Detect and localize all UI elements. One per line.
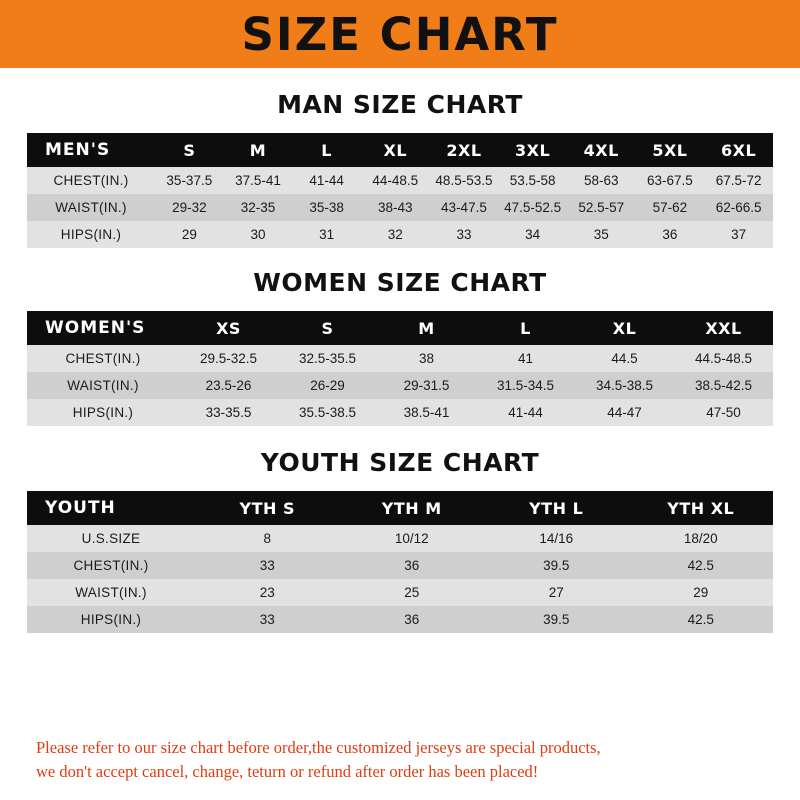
table-cell: 43-47.5 <box>430 194 499 221</box>
table-cell: 33-35.5 <box>179 399 278 426</box>
women-section-title: WOMEN SIZE CHART <box>253 268 547 297</box>
table-row <box>27 399 773 426</box>
youth-header-label: YOUTH <box>27 491 195 525</box>
table-cell: 31 <box>292 221 361 248</box>
row-label: WAIST(IN.) <box>27 372 179 399</box>
footer-note-line1: Please refer to our size chart before order,the customized jerseys are special products, <box>36 738 601 758</box>
table-cell: 44.5 <box>575 345 674 372</box>
youth-header-cell: YTH M <box>340 491 485 525</box>
women-header-cell: XL <box>575 311 674 345</box>
table-row <box>27 194 773 221</box>
table-cell: 34 <box>498 221 567 248</box>
table-cell: 33 <box>195 552 340 579</box>
page-title: SIZE CHART <box>241 7 559 61</box>
table-cell: 38.5-42.5 <box>674 372 773 399</box>
man-header-cell: 6XL <box>704 133 773 167</box>
table-cell: 67.5-72 <box>704 167 773 194</box>
man-header-cell: 4XL <box>567 133 636 167</box>
man-table-header <box>27 133 773 167</box>
table-cell: 38 <box>377 345 476 372</box>
footer-note <box>18 722 782 800</box>
table-cell: 47-50 <box>674 399 773 426</box>
youth-size-table <box>27 491 773 633</box>
table-cell: 29-32 <box>155 194 224 221</box>
table-cell: 36 <box>636 221 705 248</box>
table-cell: 36 <box>340 552 485 579</box>
table-cell: 32.5-35.5 <box>278 345 377 372</box>
table-cell: 26-29 <box>278 372 377 399</box>
table-header-row <box>27 311 773 345</box>
table-cell: 32 <box>361 221 430 248</box>
youth-header-cell: YTH S <box>195 491 340 525</box>
row-label: U.S.SIZE <box>27 525 195 552</box>
table-cell: 29-31.5 <box>377 372 476 399</box>
table-cell: 35-37.5 <box>155 167 224 194</box>
table-row <box>27 345 773 372</box>
table-cell: 39.5 <box>484 552 629 579</box>
table-cell: 14/16 <box>484 525 629 552</box>
row-label: CHEST(IN.) <box>27 167 155 194</box>
table-cell: 10/12 <box>340 525 485 552</box>
row-label: HIPS(IN.) <box>27 221 155 248</box>
women-header-cell: L <box>476 311 575 345</box>
table-cell: 47.5-52.5 <box>498 194 567 221</box>
youth-header-cell: YTH XL <box>629 491 774 525</box>
table-cell: 41-44 <box>476 399 575 426</box>
table-cell: 30 <box>224 221 293 248</box>
table-cell: 35.5-38.5 <box>278 399 377 426</box>
table-cell: 41-44 <box>292 167 361 194</box>
table-cell: 41 <box>476 345 575 372</box>
youth-section-title: YOUTH SIZE CHART <box>260 448 540 477</box>
table-cell: 42.5 <box>629 552 774 579</box>
row-label: CHEST(IN.) <box>27 345 179 372</box>
footer-note-line2: we don't accept cancel, change, teturn or refund after order has been placed! <box>36 762 539 782</box>
women-table-header <box>27 311 773 345</box>
table-cell: 38-43 <box>361 194 430 221</box>
row-label: CHEST(IN.) <box>27 552 195 579</box>
table-cell: 31.5-34.5 <box>476 372 575 399</box>
women-header-label: WOMEN'S <box>27 311 179 345</box>
table-row <box>27 552 773 579</box>
table-cell: 29 <box>155 221 224 248</box>
table-cell: 38.5-41 <box>377 399 476 426</box>
table-cell: 32-35 <box>224 194 293 221</box>
row-label: HIPS(IN.) <box>27 399 179 426</box>
man-header-cell: 3XL <box>498 133 567 167</box>
man-header-label: MEN'S <box>27 133 155 167</box>
table-cell: 63-67.5 <box>636 167 705 194</box>
chart-content <box>0 68 800 800</box>
table-cell: 18/20 <box>629 525 774 552</box>
man-header-cell: XL <box>361 133 430 167</box>
table-cell: 52.5-57 <box>567 194 636 221</box>
row-label: WAIST(IN.) <box>27 579 195 606</box>
table-cell: 27 <box>484 579 629 606</box>
women-header-cell: XXL <box>674 311 773 345</box>
table-cell: 33 <box>195 606 340 633</box>
table-cell: 36 <box>340 606 485 633</box>
table-row <box>27 167 773 194</box>
table-cell: 33 <box>430 221 499 248</box>
table-cell: 23 <box>195 579 340 606</box>
table-cell: 58-63 <box>567 167 636 194</box>
table-cell: 29 <box>629 579 774 606</box>
man-header-cell: L <box>292 133 361 167</box>
women-header-cell: S <box>278 311 377 345</box>
table-header-row <box>27 133 773 167</box>
man-header-cell: 5XL <box>636 133 705 167</box>
table-cell: 23.5-26 <box>179 372 278 399</box>
table-cell: 57-62 <box>636 194 705 221</box>
table-row <box>27 525 773 552</box>
women-header-cell: XS <box>179 311 278 345</box>
youth-header-cell: YTH L <box>484 491 629 525</box>
man-header-cell: 2XL <box>430 133 499 167</box>
table-cell: 44-48.5 <box>361 167 430 194</box>
table-cell: 53.5-58 <box>498 167 567 194</box>
table-cell: 34.5-38.5 <box>575 372 674 399</box>
table-cell: 42.5 <box>629 606 774 633</box>
table-cell: 8 <box>195 525 340 552</box>
man-section-title: MAN SIZE CHART <box>277 90 523 119</box>
table-cell: 44-47 <box>575 399 674 426</box>
table-cell: 37.5-41 <box>224 167 293 194</box>
table-cell: 37 <box>704 221 773 248</box>
women-size-table <box>27 311 773 426</box>
man-size-table <box>27 133 773 248</box>
row-label: WAIST(IN.) <box>27 194 155 221</box>
table-cell: 25 <box>340 579 485 606</box>
table-row <box>27 221 773 248</box>
table-cell: 35-38 <box>292 194 361 221</box>
table-row <box>27 372 773 399</box>
table-cell: 44.5-48.5 <box>674 345 773 372</box>
table-header-row <box>27 491 773 525</box>
row-label: HIPS(IN.) <box>27 606 195 633</box>
table-cell: 39.5 <box>484 606 629 633</box>
youth-table-header <box>27 491 773 525</box>
table-cell: 48.5-53.5 <box>430 167 499 194</box>
table-row <box>27 579 773 606</box>
table-cell: 29.5-32.5 <box>179 345 278 372</box>
page-banner <box>0 0 800 68</box>
women-header-cell: M <box>377 311 476 345</box>
table-cell: 35 <box>567 221 636 248</box>
table-row <box>27 606 773 633</box>
man-header-cell: S <box>155 133 224 167</box>
man-header-cell: M <box>224 133 293 167</box>
table-cell: 62-66.5 <box>704 194 773 221</box>
